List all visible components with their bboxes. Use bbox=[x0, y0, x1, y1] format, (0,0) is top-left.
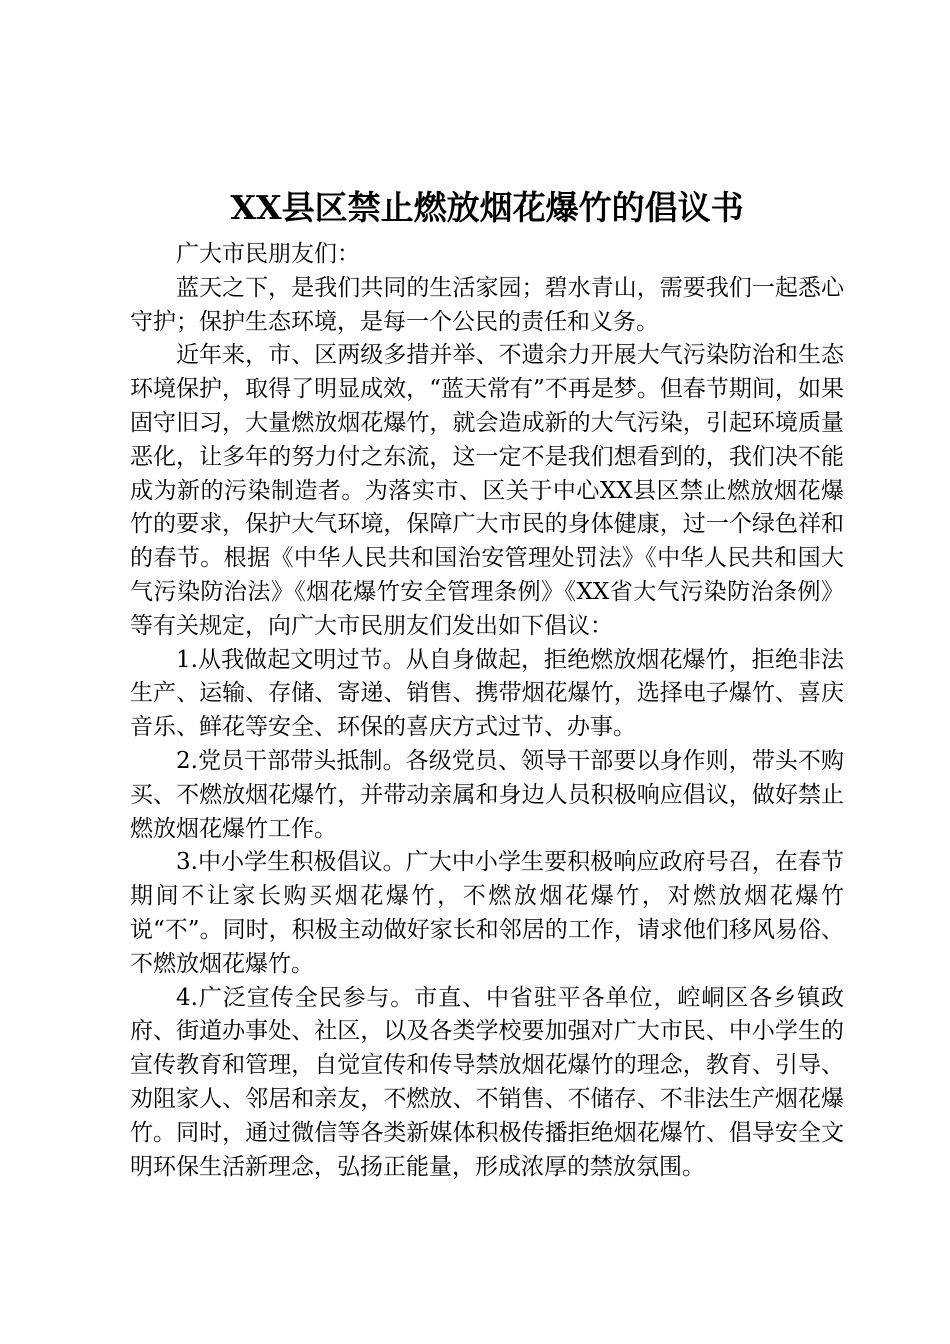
greeting: 广大市民朋友们： bbox=[176, 241, 360, 267]
paragraph-item-4: 4.广泛宣传全民参与。市直、中省驻平各单位，崆峒区各乡镇政府、街道办事处、社区，以及各类学校要加强对广大市民、中小学生的宣传教育和管理，自觉宣传和传导禁放烟花爆竹的理念，教育、引导、劝阻家人、邻居和亲友，不燃放、不销售、不储存、不非法生产烟花爆竹。同时，通过微信等各类新媒体积极传播拒绝烟花爆竹、倡导安全文明环保生活新理念，弘扬正能量，形成浓厚的禁放氛围。 bbox=[130, 984, 844, 1180]
document-body bbox=[130, 238, 844, 1184]
document-title: XX县区禁止燃放烟花爆竹的倡议书 bbox=[230, 188, 744, 227]
paragraph-item-3: 3.中小学生积极倡议。广大中小学生要积极响应政府号召，在春节期间不让家长购买烟花爆竹，不燃放烟花爆竹，对燃放烟花爆竹说“不”。同时，积极主动做好家长和邻居的工作，请求他们移风易俗、不燃放烟花爆竹。 bbox=[130, 849, 844, 977]
paragraph-background: 近年来，市、区两级多措并举、不遗余力开展大气污染防治和生态环境保护，取得了明显成效，“蓝天常有”不再是梦。但春节期间，如果固守旧习，大量燃放烟花爆竹，就会造成新的大气污染，引起环境质量恶化，让多年的努力付之东流，这一定不是我们想看到的，我们决不能成为新的污染制造者。为落实市、区关于中心XX县区禁止燃放烟花爆竹的要求，保护大气环境，保障广大市民的身体健康，过一个绿色祥和的春节。根据《中华人民共和国治安管理处罚法》《中华人民共和国大气污染防治法》《烟花爆竹安全管理条例》《XX省大气污染防治条例》等有关规定，向广大市民朋友们发出如下倡议： bbox=[130, 342, 844, 639]
paragraph-item-1: 1.从我做起文明过节。从自身做起，拒绝燃放烟花爆竹，拒绝非法生产、运输、存储、寄递、销售、携带烟花爆竹，选择电子爆竹、喜庆音乐、鲜花等安全、环保的喜庆方式过节、办事。 bbox=[130, 646, 844, 741]
paragraph-item-2: 2.党员干部带头抵制。各级党员、领导干部要以身作则，带头不购买、不燃放烟花爆竹，并带动亲属和身边人员积极响应倡议，做好禁止燃放烟花爆竹工作。 bbox=[130, 747, 844, 842]
paragraph-intro: 蓝天之下，是我们共同的生活家园；碧水青山，需要我们一起悉心守护；保护生态环境，是每一个公民的责任和义务。 bbox=[130, 274, 844, 335]
